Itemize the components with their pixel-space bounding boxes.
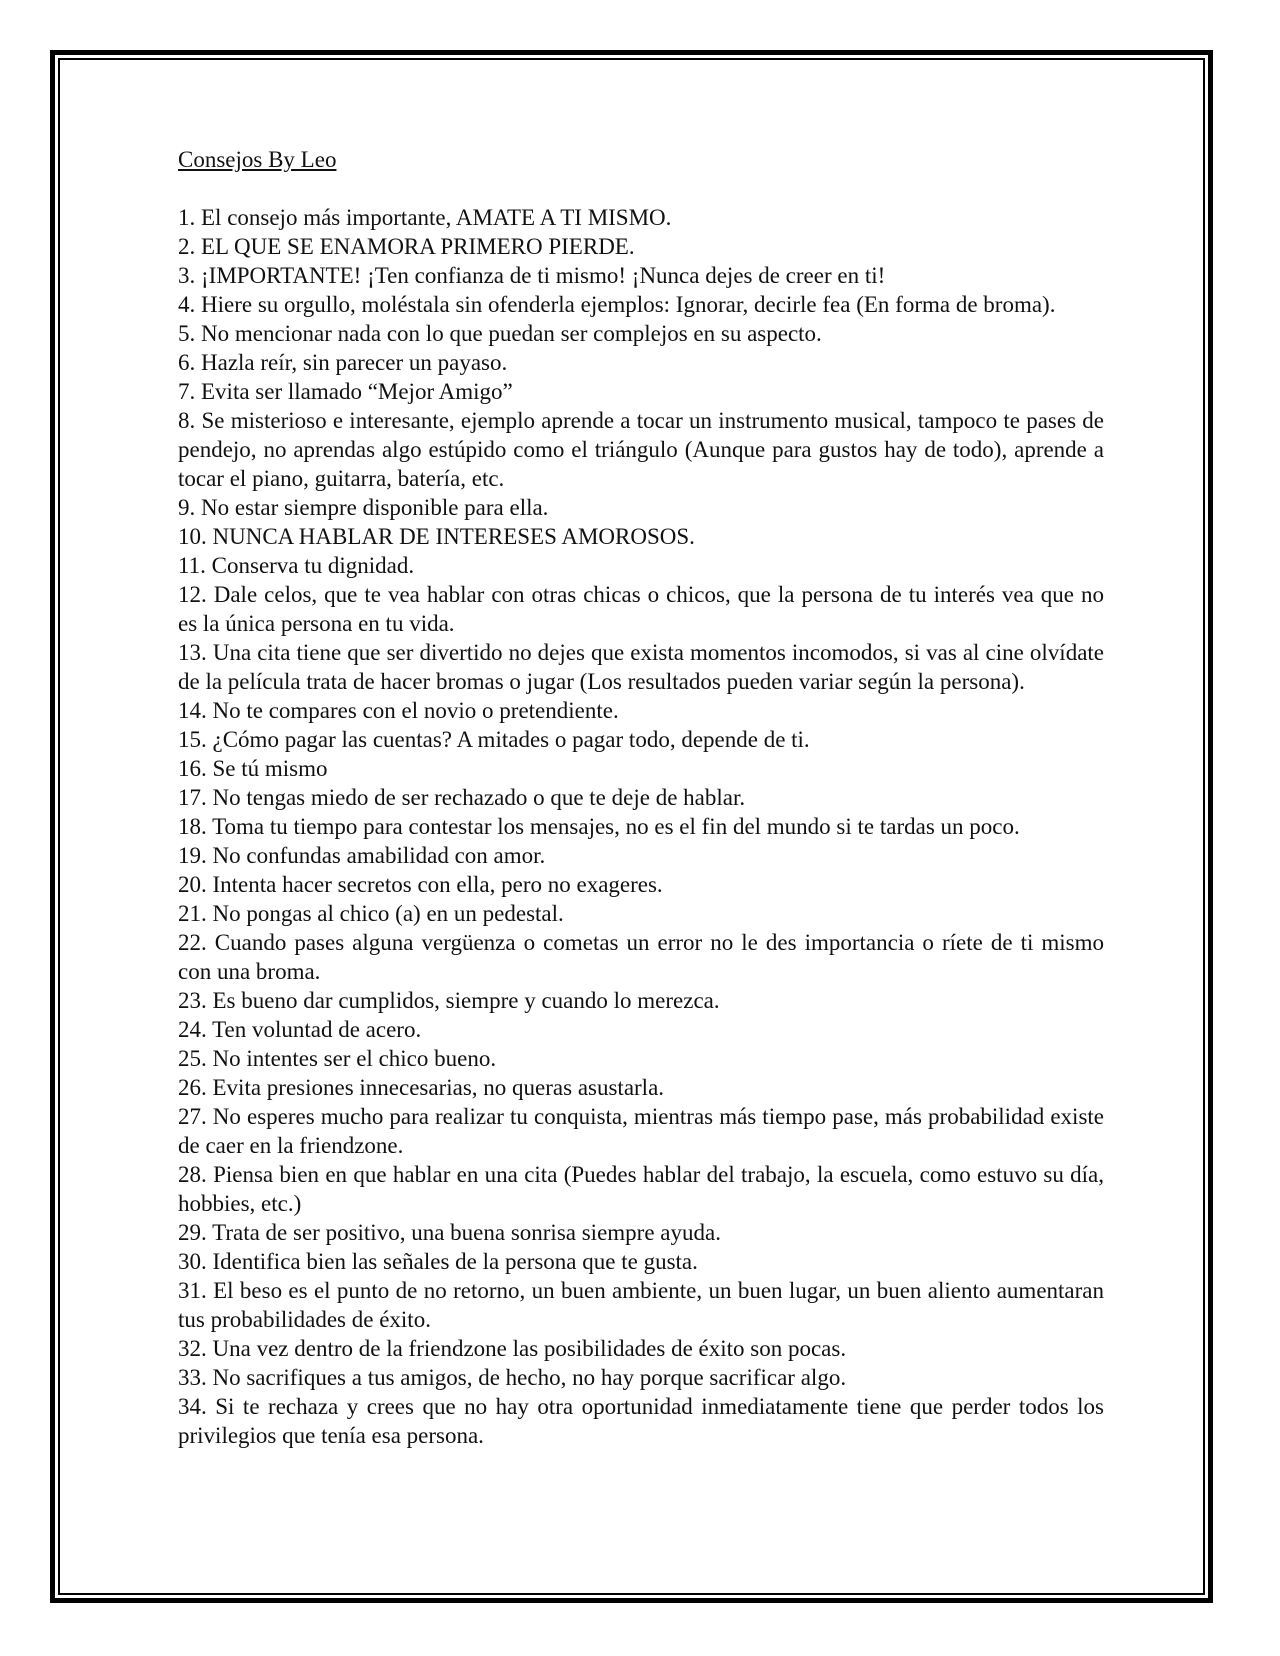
- list-item: 21. No pongas al chico (a) en un pedestal.: [178, 901, 564, 926]
- list-item: 10. NUNCA HABLAR DE INTERESES AMOROSOS.: [178, 524, 695, 549]
- list-item: 6. Hazla reír, sin parecer un payaso.: [178, 350, 508, 375]
- list-item: 9. No estar siempre disponible para ella.: [178, 495, 549, 520]
- list-item: 33. No sacrifiques a tus amigos, de hecho, no hay porque sacrificar algo.: [178, 1365, 847, 1390]
- list-item: 16. Se tú mismo: [178, 756, 328, 781]
- list-item: 12. Dale celos, que te vea hablar con otras chicas o chicos, que la persona de tu interés vea que no es la única persona en tu vida.: [178, 582, 1104, 636]
- list-item: 8. Se misterioso e interesante, ejemplo aprende a tocar un instrumento musical, tampoco te pases de pendejo, no aprendas algo estúpido como el triángulo (Aunque para gustos hay de todo), aprende a tocar el piano, guitarra, batería, etc.: [178, 408, 1104, 491]
- list-item: 32. Una vez dentro de la friendzone las posibilidades de éxito son pocas.: [178, 1336, 847, 1361]
- list-item: 13. Una cita tiene que ser divertido no dejes que exista momentos incomodos, si vas al cine olvídate de la película trata de hacer bromas o jugar (Los resultados pueden variar según la persona).: [178, 640, 1104, 694]
- list-item: 31. El beso es el punto de no retorno, un buen ambiente, un buen lugar, un buen aliento aumentaran tus probabilidades de éxito.: [178, 1278, 1104, 1332]
- document-title: Consejos By Leo: [178, 147, 337, 172]
- list-item: 2. EL QUE SE ENAMORA PRIMERO PIERDE.: [178, 234, 635, 259]
- list-item: 24. Ten voluntad de acero.: [178, 1017, 422, 1042]
- list-item: 17. No tengas miedo de ser rechazado o que te deje de hablar.: [178, 785, 746, 810]
- list-item: 27. No esperes mucho para realizar tu conquista, mientras más tiempo pase, más probabilidad existe de caer en la friendzone.: [178, 1104, 1104, 1158]
- list-item: 28. Piensa bien en que hablar en una cita (Puedes hablar del trabajo, la escuela, como estuvo su día, hobbies, etc.): [178, 1162, 1104, 1216]
- list-item: 3. ¡IMPORTANTE! ¡Ten confianza de ti mismo! ¡Nunca dejes de creer en ti!: [178, 263, 886, 288]
- list-item: 5. No mencionar nada con lo que puedan ser complejos en su aspecto.: [178, 321, 822, 346]
- list-item: 29. Trata de ser positivo, una buena sonrisa siempre ayuda.: [178, 1220, 721, 1245]
- list-item: 1. El consejo más importante, AMATE A TI MISMO.: [178, 205, 672, 230]
- list-item: 18. Toma tu tiempo para contestar los mensajes, no es el fin del mundo si te tardas un poco.: [178, 814, 1020, 839]
- list-item: 34. Si te rechaza y crees que no hay otra oportunidad inmediatamente tiene que perder todos los privilegios que tenía esa persona.: [178, 1394, 1104, 1448]
- list-item: 14. No te compares con el novio o pretendiente.: [178, 698, 619, 723]
- list-item: 23. Es bueno dar cumplidos, siempre y cuando lo merezca.: [178, 988, 720, 1013]
- list-item: 30. Identifica bien las señales de la persona que te gusta.: [178, 1249, 698, 1274]
- list-item: 19. No confundas amabilidad con amor.: [178, 843, 546, 868]
- list-item: 26. Evita presiones innecesarias, no queras asustarla.: [178, 1075, 665, 1100]
- list-item: 25. No intentes ser el chico bueno.: [178, 1046, 497, 1071]
- advice-list: [178, 203, 1104, 1450]
- list-item: 11. Conserva tu dignidad.: [178, 553, 415, 578]
- list-item: 4. Hiere su orgullo, moléstala sin ofenderla ejemplos: Ignorar, decirle fea (En forma de broma).: [178, 292, 1056, 317]
- list-item: 15. ¿Cómo pagar las cuentas? A mitades o pagar todo, depende de ti.: [178, 727, 810, 752]
- list-item: 7. Evita ser llamado “Mejor Amigo”: [178, 379, 513, 404]
- list-item: 22. Cuando pases alguna vergüenza o cometas un error no le des importancia o ríete de ti mismo con una broma.: [178, 930, 1104, 984]
- list-item: 20. Intenta hacer secretos con ella, pero no exageres.: [178, 872, 663, 897]
- document-body: [178, 145, 1104, 1450]
